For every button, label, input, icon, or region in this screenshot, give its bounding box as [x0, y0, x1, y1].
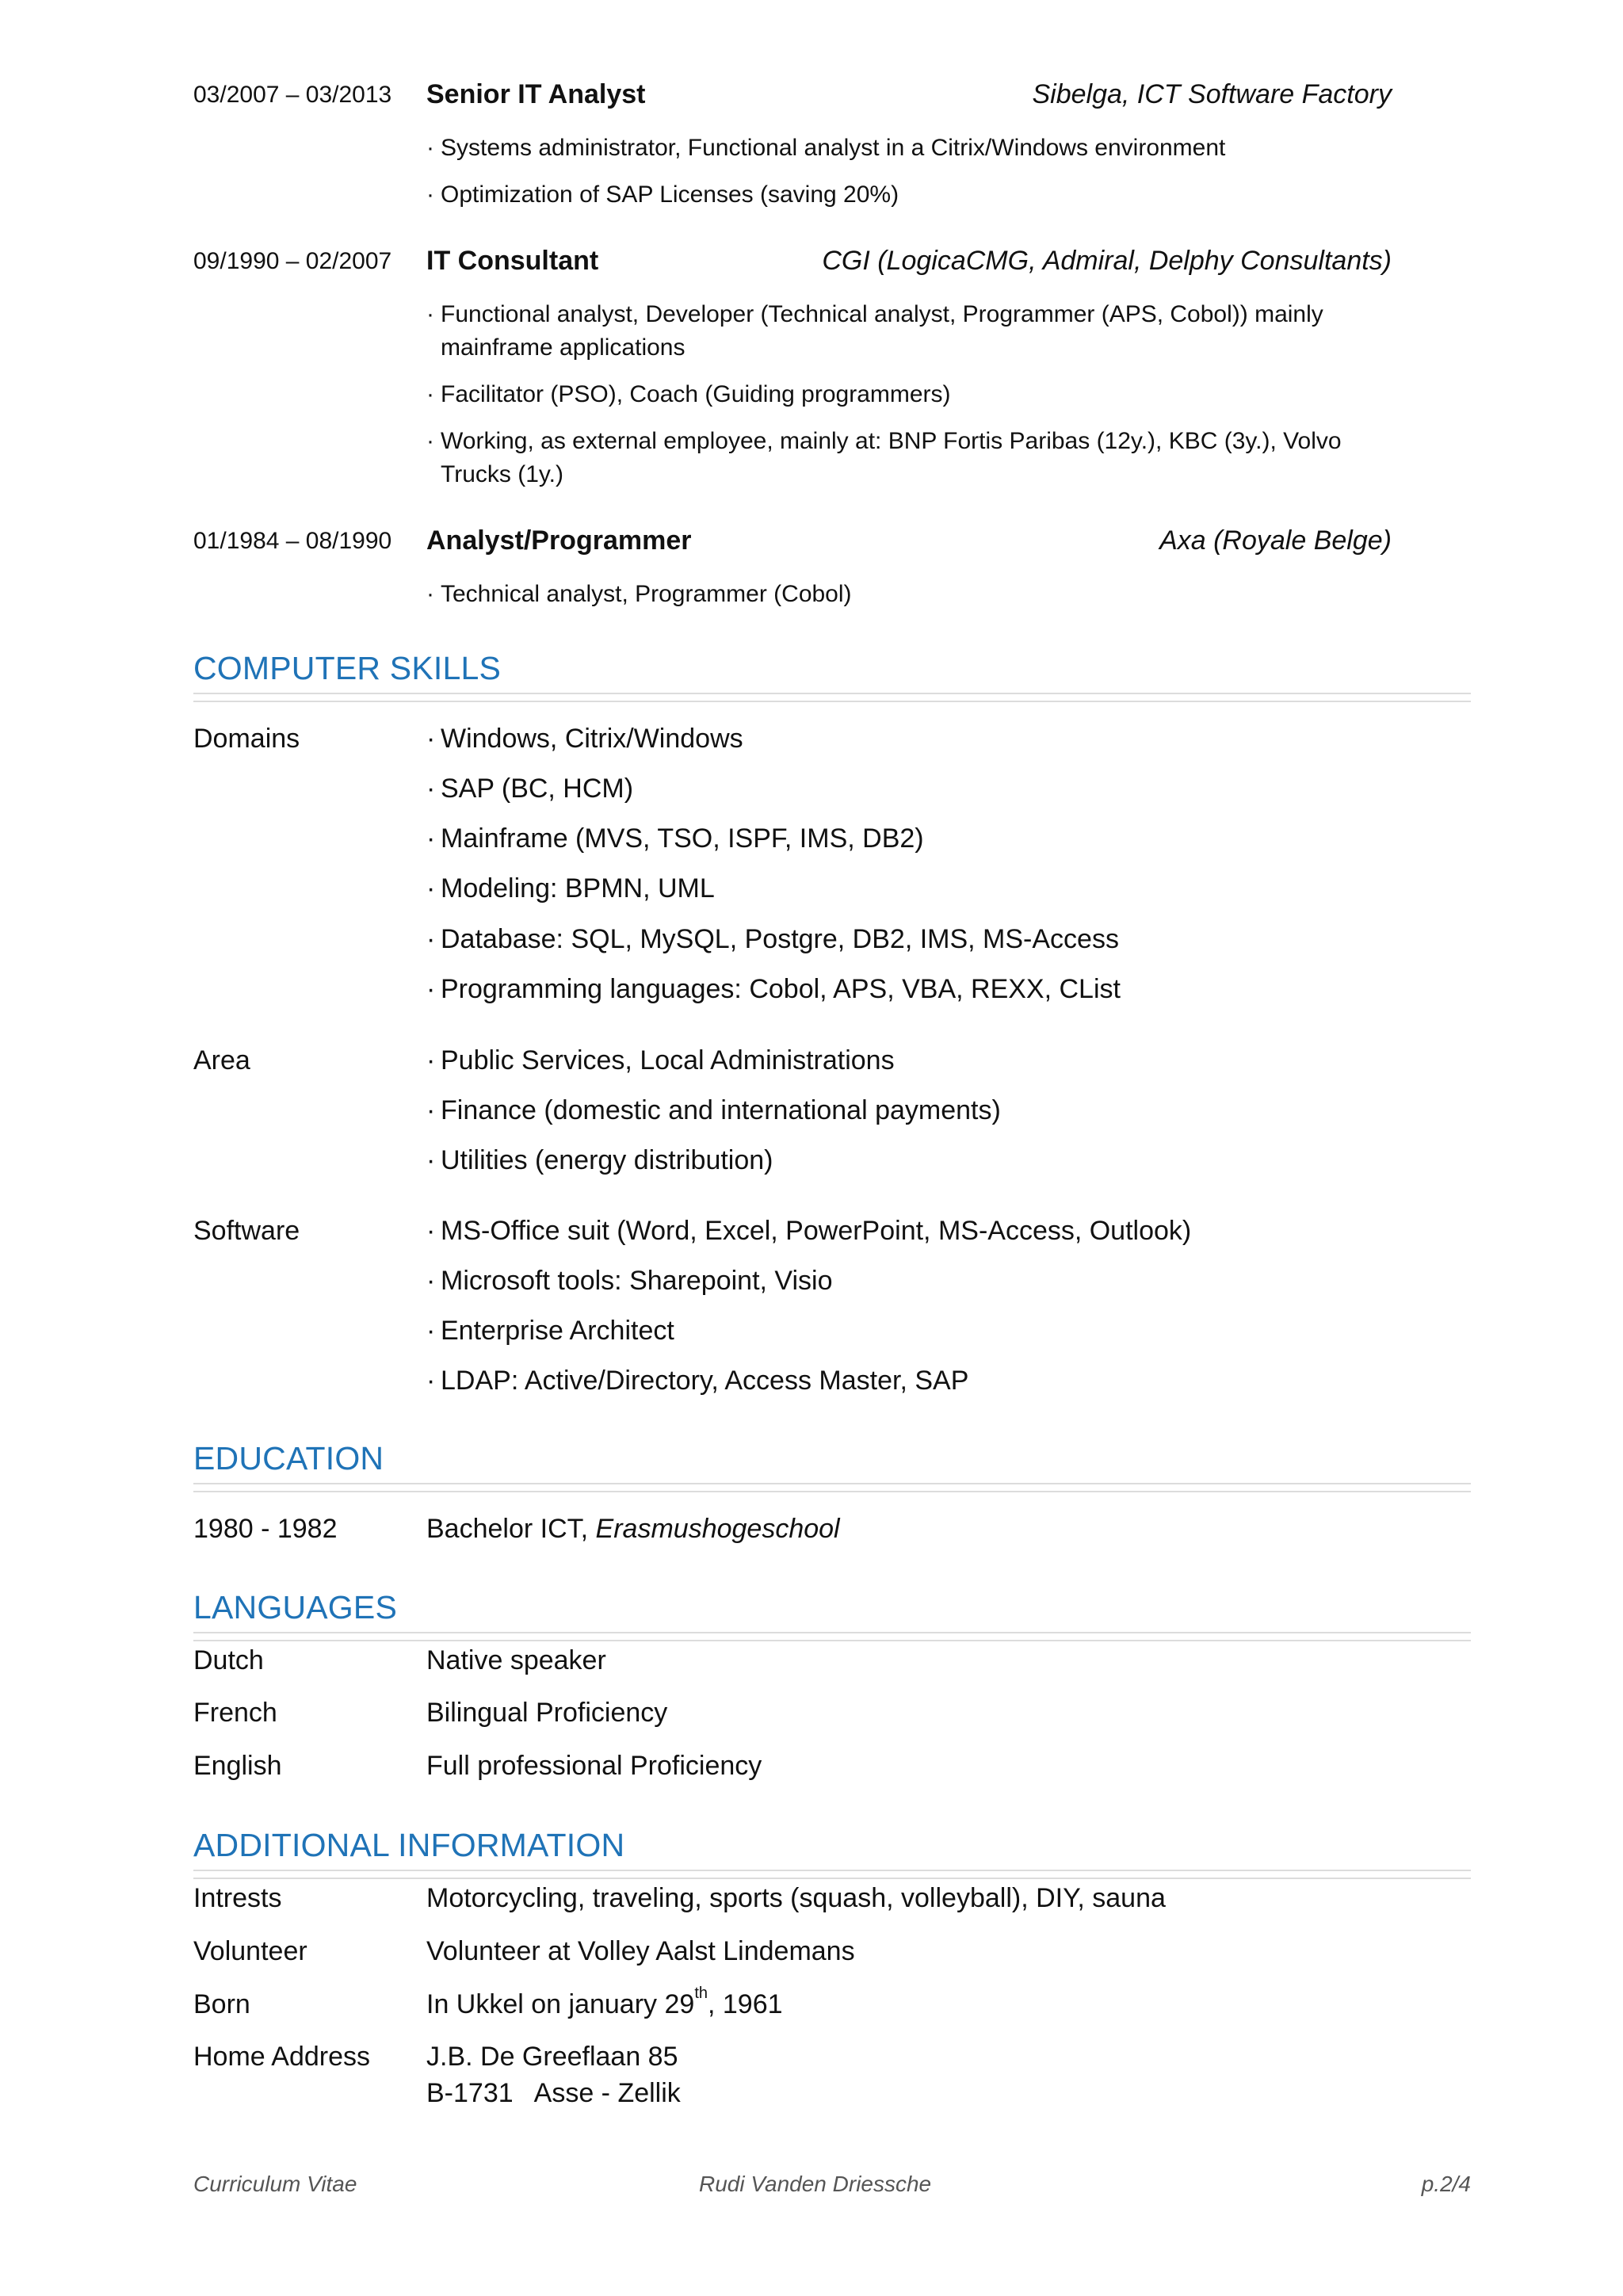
- section-divider: [193, 1632, 1471, 1641]
- experience-dates: 01/1984 – 08/1990: [193, 528, 392, 554]
- footer-document-type: Curriculum Vitae: [193, 2172, 357, 2196]
- skill-item: · MS-Office suit (Word, Excel, PowerPoint, MS-Access, Outlook): [426, 1216, 1192, 1246]
- bullet-dot: ·: [426, 381, 434, 407]
- skill-item: · Finance (domestic and international payments): [426, 1095, 1001, 1125]
- experience-company: Sibelga, ICT Software Factory: [1032, 79, 1392, 109]
- skill-item: · Utilities (energy distribution): [426, 1145, 773, 1175]
- footer-author: Rudi Vanden Driessche: [699, 2172, 932, 2196]
- skills-label-software: Software: [193, 1216, 300, 1246]
- experience-company: CGI (LogicaCMG, Admiral, Delphy Consultants): [822, 246, 1392, 276]
- skill-item: · Microsoft tools: Sharepoint, Visio: [426, 1266, 833, 1296]
- bullet-dot: ·: [426, 428, 434, 454]
- education-entry: [426, 1514, 840, 1545]
- skill-item: · Mainframe (MVS, TSO, ISPF, IMS, DB2): [426, 823, 924, 854]
- skill-item: · Modeling: BPMN, UML: [426, 873, 715, 904]
- home-address-line2: B-1731 Asse - Zellik: [426, 2078, 681, 2108]
- section-divider: [193, 693, 1471, 702]
- skill-item: · Public Services, Local Administrations: [426, 1045, 895, 1075]
- section-title-languages: LANGUAGES: [193, 1589, 397, 1626]
- bullet-dot: ·: [426, 135, 434, 161]
- skill-item: · Programming languages: Cobol, APS, VBA, REXX, CList: [426, 974, 1121, 1004]
- interests-label: Intrests: [193, 1883, 282, 1913]
- experience-bullet: · Systems administrator, Functional analyst in a Citrix/Windows environment: [426, 132, 1401, 165]
- bullet-dot: ·: [426, 301, 434, 327]
- language-name: French: [193, 1698, 277, 1728]
- volunteer-value: Volunteer at Volley Aalst Lindemans: [426, 1936, 855, 1966]
- skill-item: · Windows, Citrix/Windows: [426, 724, 743, 754]
- language-name: Dutch: [193, 1645, 264, 1675]
- interests-value: Motorcycling, traveling, sports (squash, volleyball), DIY, sauna: [426, 1883, 1166, 1913]
- experience-company: Axa (Royale Belge): [1159, 525, 1392, 556]
- language-level: Bilingual Proficiency: [426, 1698, 668, 1728]
- experience-bullet: · Optimization of SAP Licenses (saving 20%): [426, 178, 1401, 212]
- section-title-additional-information: ADDITIONAL INFORMATION: [193, 1827, 625, 1863]
- language-level: Native speaker: [426, 1645, 606, 1675]
- bullet-dot: ·: [426, 181, 434, 208]
- experience-bullet: · Working, as external employee, mainly at: BNP Fortis Paribas (12y.), KBC (3y.), Volvo Trucks (1y.): [426, 425, 1401, 491]
- section-title-computer-skills: COMPUTER SKILLS: [193, 650, 502, 686]
- section-divider: [193, 1483, 1471, 1492]
- volunteer-label: Volunteer: [193, 1936, 307, 1966]
- experience-title: Senior IT Analyst: [426, 79, 646, 109]
- experience-dates: 03/2007 – 03/2013: [193, 82, 392, 108]
- experience-dates: 09/1990 – 02/2007: [193, 248, 392, 274]
- experience-bullet: · Technical analyst, Programmer (Cobol): [426, 578, 1401, 611]
- skills-label-domains: Domains: [193, 724, 300, 754]
- footer-page-number: p.2/4: [1421, 2172, 1471, 2196]
- skill-item: · LDAP: Active/Directory, Access Master, SAP: [426, 1366, 969, 1396]
- education-school: Erasmushogeschool: [595, 1514, 840, 1544]
- experience-bullet: · Functional analyst, Developer (Technical analyst, Programmer (APS, Cobol)) mainly mainframe applications: [426, 298, 1401, 365]
- section-divider: [193, 1870, 1471, 1879]
- experience-title: IT Consultant: [426, 246, 599, 276]
- skill-item: · Database: SQL, MySQL, Postgre, DB2, IMS, MS-Access: [426, 924, 1119, 954]
- education-degree: Bachelor ICT,: [426, 1514, 589, 1544]
- skill-item: · Enterprise Architect: [426, 1316, 674, 1346]
- experience-title: Analyst/Programmer: [426, 525, 692, 556]
- home-address-label: Home Address: [193, 2042, 370, 2072]
- born-label: Born: [193, 1989, 250, 2019]
- education-period: 1980 - 1982: [193, 1514, 338, 1544]
- experience-bullet: · Facilitator (PSO), Coach (Guiding programmers): [426, 378, 1401, 411]
- bullet-dot: ·: [426, 581, 434, 607]
- home-address-line1: J.B. De Greeflaan 85: [426, 2042, 678, 2072]
- born-value: In Ukkel on january 29th, 1961: [426, 1985, 783, 2019]
- skill-item: · SAP (BC, HCM): [426, 774, 634, 804]
- section-title-education: EDUCATION: [193, 1440, 384, 1477]
- language-level: Full professional Proficiency: [426, 1751, 762, 1781]
- skills-label-area: Area: [193, 1045, 250, 1075]
- language-name: English: [193, 1751, 282, 1781]
